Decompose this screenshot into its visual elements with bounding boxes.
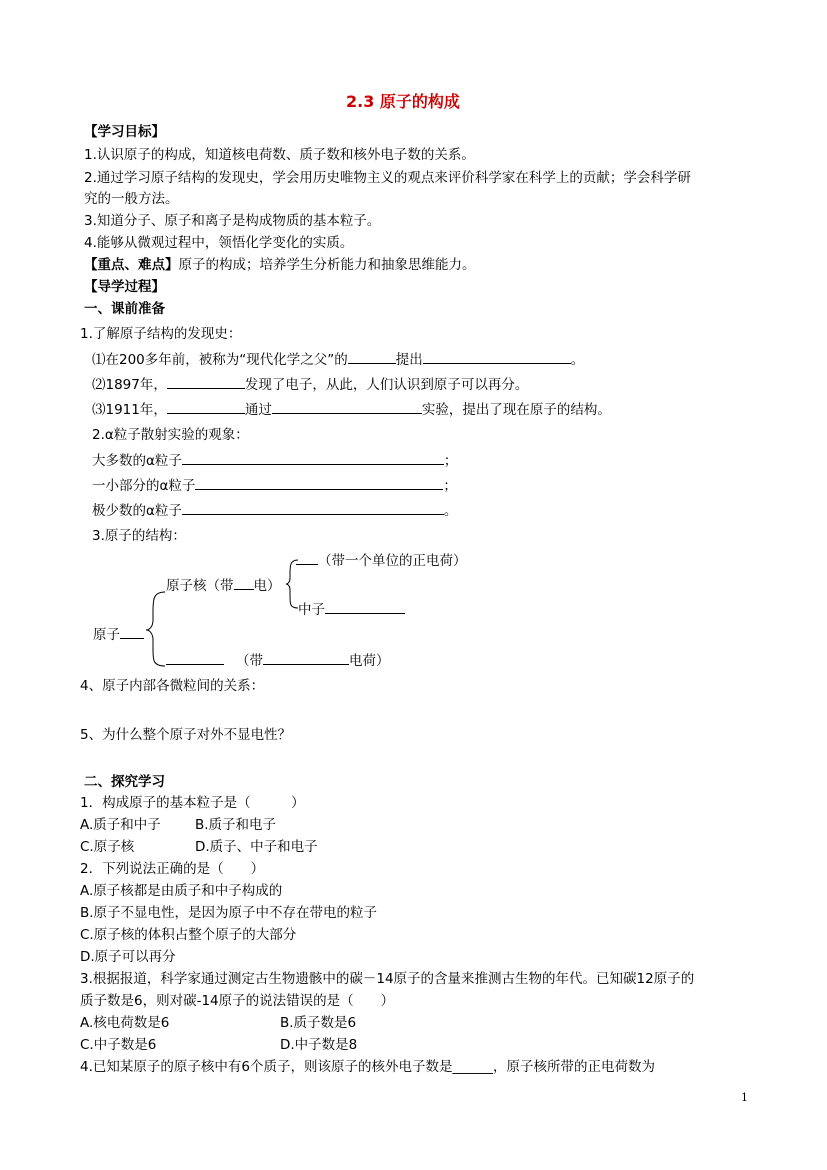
atom-brace <box>146 592 165 666</box>
objective-3: 3.知道分子、原子和离子是构成物质的基本粒子。 <box>84 213 381 229</box>
s2-q4: 4.已知某原子的原子核中有6个质子，则该原子的核外电子数是______，原子核所带的正电荷数为 <box>80 1059 655 1075</box>
section1-heading: 一、课前准备 <box>84 301 165 317</box>
page-title: 2.3 原子的构成 <box>346 92 460 111</box>
h2-text-a: ⑵1897年， <box>92 377 167 393</box>
s2-q3-opt-d: D.中子数是8 <box>280 1037 358 1053</box>
s2-q3-opt-a: A.核电荷数是6 <box>80 1015 170 1031</box>
s1-q1: 1.了解原子结构的发现史： <box>80 326 242 342</box>
section2-heading: 二、探究学习 <box>84 774 165 790</box>
proton-row <box>296 551 467 570</box>
alpha-end-1: ； <box>443 453 458 469</box>
s2-q2-opt-c: C.原子核的体积占整个原子的大部分 <box>80 927 297 943</box>
s2-q1: 1．构成原子的基本粒子是（ ） <box>80 795 305 811</box>
h3-text-b: 通过 <box>244 402 272 418</box>
h1-text-a: ⑴在200多年前，被称为“现代化学之父”的 <box>92 352 348 368</box>
nucleus-charge-blank[interactable] <box>234 576 254 590</box>
s1-q2: 2.α粒子散射实验的观象： <box>92 427 249 443</box>
atom-blank[interactable] <box>120 625 144 639</box>
objective-2: 2.通过学习原子结构的发现史，学会用历史唯物主义的观点来评价科学家在科学上的贡献；学会科学研 <box>84 170 691 186</box>
key-points-text: 原子的构成；培养学生分析能力和抽象思维能力。 <box>178 257 476 273</box>
nucleus-label <box>166 576 281 595</box>
key-points-label: 【重点、难点】 <box>84 257 179 273</box>
neutron-blank[interactable] <box>325 600 405 614</box>
alpha-label-1: 大多数的α粒子 <box>92 453 182 469</box>
s2-q1-opt-b: B.质子和电子 <box>195 817 277 833</box>
objective-4: 4.能够从微观过程中，领悟化学变化的实质。 <box>84 235 354 251</box>
h1-text-c: 。 <box>570 352 585 368</box>
nucleus-text-b: 电） <box>253 578 281 594</box>
s2-q2: 2．下列说法正确的是（ ） <box>80 861 265 877</box>
objectives-heading: 【学习目标】 <box>84 124 165 140</box>
electron-blank[interactable] <box>166 651 224 665</box>
s2-q3-opt-c: C.中子数是6 <box>80 1037 157 1053</box>
alpha-end-2: ； <box>443 478 457 494</box>
s2-q3-line1: 3.根据报道，科学家通过测定古生物遗骸中的碳－14原子的含量来推测古生物的年代。已知碳12原子的 <box>80 971 695 987</box>
s2-q2-opt-a: A.原子核都是由质子和中子构成的 <box>80 883 283 899</box>
neutron-row <box>298 600 405 619</box>
objective-1: 1.认识原子的构成，知道核电荷数、质子数和核外电子数的关系。 <box>84 147 475 163</box>
s2-q3-opt-b: B.质子数是6 <box>280 1015 357 1031</box>
s2-q2-opt-d: D.原子可以再分 <box>80 949 176 965</box>
alpha-label-3: 极少数的α粒子 <box>92 503 182 519</box>
h3-text-a: ⑶1911年， <box>92 402 167 418</box>
s2-q1-opt-c: C.原子核 <box>80 839 135 855</box>
nucleus-text-a: 原子核（带 <box>166 578 234 594</box>
electron-text-b: 电荷） <box>349 653 390 669</box>
page-number: 1 <box>741 1091 748 1104</box>
electron-row <box>166 651 390 670</box>
s2-q3-line2: 质子数是6，则对碳-14原子的说法错误的是（ ） <box>80 993 395 1009</box>
atom-text: 原子 <box>93 627 120 643</box>
s2-q2-opt-b: B.原子不显电性，是因为原子中不存在带电的粒子 <box>80 905 378 921</box>
process-heading: 【导学过程】 <box>84 279 165 295</box>
h2-text-b: 发现了电子，从此，人们认识到原子可以再分。 <box>244 377 529 393</box>
proton-blank[interactable] <box>296 551 318 565</box>
electron-text-a: （带 <box>236 653 263 669</box>
atom-label <box>93 625 144 644</box>
s2-q1-opt-d: D.质子、中子和电子 <box>195 839 318 855</box>
objective-2-cont: 究的一般方法。 <box>84 191 179 207</box>
neutron-text: 中子 <box>298 602 325 618</box>
s2-q1-opt-a: A.质子和中子 <box>80 817 161 833</box>
alpha-end-3: 。 <box>443 503 458 519</box>
electron-charge-blank[interactable] <box>263 651 349 665</box>
s1-q4: 4、原子内部各微粒间的关系： <box>80 678 265 694</box>
s1-q5: 5、为什么整个原子对外不显电性？ <box>80 727 292 743</box>
proton-note: （带一个单位的正电荷） <box>318 553 467 569</box>
alpha-label-2: 一小部分的α粒子 <box>92 478 196 494</box>
s1-q3: 3.原子的结构： <box>92 528 186 544</box>
h1-text-b: 提出 <box>395 352 423 368</box>
h3-text-c: 实验，提出了现在原子的结构。 <box>421 402 611 418</box>
